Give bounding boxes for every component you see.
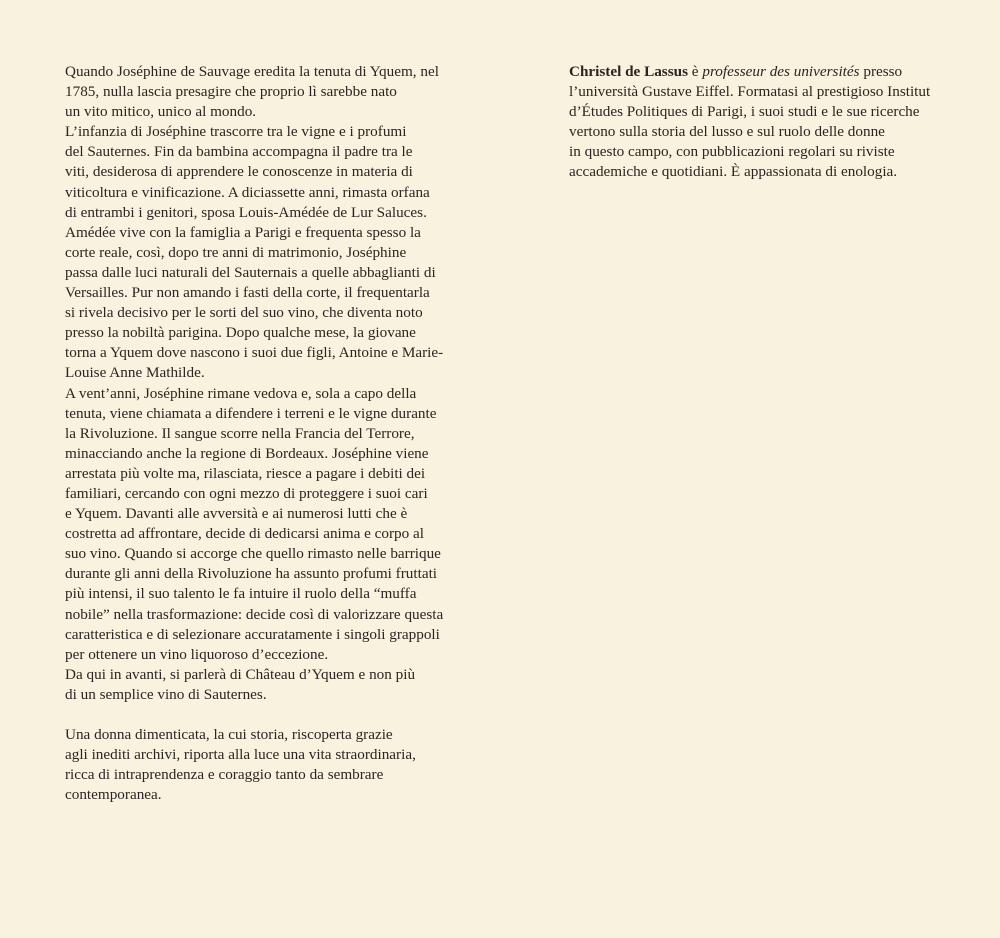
synopsis-paragraph-5 bbox=[65, 725, 460, 805]
text-line: agli inediti archivi, riporta alla luce una vita straordinaria, bbox=[65, 746, 416, 764]
text-line: l’università Gustave Eiffel. Formatasi al prestigioso Institut bbox=[569, 83, 931, 101]
text-line: Amédée vive con la famiglia a Parigi e frequenta spesso la bbox=[65, 223, 421, 241]
author-bio-column bbox=[569, 62, 949, 183]
text-line: arrestata più volte ma, rilasciata, riesce a pagare i debiti dei bbox=[65, 464, 426, 482]
connector-text: è bbox=[688, 63, 703, 80]
synopsis-paragraph-1 bbox=[65, 62, 460, 122]
synopsis-column bbox=[65, 62, 460, 805]
text-line: e Yquem. Davanti alle avversità e ai numerosi lutti che è bbox=[65, 505, 408, 523]
text-line: viticoltura e vinificazione. A diciassette anni, rimasta orfana bbox=[65, 183, 430, 201]
text-line: d’Études Politiques di Parigi, i suoi studi e le sue ricerche bbox=[569, 103, 920, 121]
text-line: la Rivoluzione. Il sangue scorre nella Francia del Terrore, bbox=[65, 424, 415, 442]
author-name: Christel de Lassus bbox=[569, 63, 688, 80]
text-line: caratteristica e di selezionare accuratamente i singoli grappoli bbox=[65, 625, 440, 643]
text-line: Da qui in avanti, si parlerà di Château d’Yquem e non più bbox=[65, 665, 416, 683]
text-line: A vent’anni, Joséphine rimane vedova e, sola a capo della bbox=[65, 384, 417, 402]
text-line: viti, desiderosa di apprendere le conoscenze in materia di bbox=[65, 163, 413, 181]
text-line: 1785, nulla lascia presagire che proprio lì sarebbe nato bbox=[65, 83, 397, 101]
text-line: del Sauternes. Fin da bambina accompagna il padre tra le bbox=[65, 143, 413, 161]
text-line: corte reale, così, dopo tre anni di matrimonio, Joséphine bbox=[65, 243, 407, 261]
text-line: contemporanea. bbox=[65, 786, 162, 804]
text-line: costretta ad affrontare, decide di dedicarsi anima e corpo al bbox=[65, 525, 424, 543]
text-line: di entrambi i genitori, sposa Louis-Amédée de Lur Saluces. bbox=[65, 203, 427, 221]
text-line: in questo campo, con pubblicazioni regolari su riviste bbox=[569, 143, 895, 161]
synopsis-paragraph-3 bbox=[65, 384, 460, 665]
author-bio-paragraph bbox=[569, 62, 949, 183]
text-line bbox=[569, 62, 949, 82]
text-line: un vito mitico, unico al mondo. bbox=[65, 103, 257, 121]
text-line: presso la nobiltà parigina. Dopo qualche mese, la giovane bbox=[65, 324, 416, 342]
text-line: tenuta, viene chiamata a difendere i terreni e le vigne durante bbox=[65, 404, 437, 422]
text-line: suo vino. Quando si accorge che quello rimasto nelle barrique bbox=[65, 545, 441, 563]
text-line: ricca di intraprendenza e coraggio tanto da sembrare bbox=[65, 766, 384, 784]
text-line: nobile” nella trasformazione: decide così di valorizzare questa bbox=[65, 605, 444, 623]
text-line: minacciando anche la regione di Bordeaux. Joséphine viene bbox=[65, 444, 429, 462]
text-line: Louise Anne Mathilde. bbox=[65, 364, 205, 382]
text-line: durante gli anni della Rivoluzione ha assunto profumi fruttati bbox=[65, 565, 438, 583]
text-line: L’infanzia di Joséphine trascorre tra le vigne e i profumi bbox=[65, 123, 407, 141]
text-line: vertono sulla storia del lusso e sul ruolo delle donne bbox=[569, 123, 885, 141]
author-title: professeur des universités bbox=[702, 63, 860, 80]
text-line: Quando Joséphine de Sauvage eredita la tenuta di Yquem, nel bbox=[65, 63, 439, 80]
text-line: di un semplice vino di Sauternes. bbox=[65, 685, 267, 703]
text-line: torna a Yquem dove nascono i suoi due figli, Antoine e Marie- bbox=[65, 344, 444, 362]
text-line: Una donna dimenticata, la cui storia, riscoperta grazie bbox=[65, 726, 393, 744]
text-line: più intensi, il suo talento le fa intuire il ruolo della “muffa bbox=[65, 585, 417, 603]
text-line: Versailles. Pur non amando i fasti della corte, il frequentarla bbox=[65, 284, 430, 302]
line-rest: presso bbox=[859, 63, 903, 80]
text-line: passa dalle luci naturali del Sauternais a quelle abbaglianti di bbox=[65, 263, 436, 281]
text-line: familiari, cercando con ogni mezzo di proteggere i suoi cari bbox=[65, 484, 428, 502]
synopsis-paragraph-4 bbox=[65, 665, 460, 705]
text-line: per ottenere un vino liquoroso d’eccezione. bbox=[65, 645, 329, 663]
text-line: accademiche e quotidiani. È appassionata di enologia. bbox=[569, 163, 898, 181]
synopsis-paragraph-2 bbox=[65, 122, 460, 383]
paragraph-spacer bbox=[65, 705, 460, 725]
text-line: si rivela decisivo per le sorti del suo vino, che diventa noto bbox=[65, 304, 423, 322]
